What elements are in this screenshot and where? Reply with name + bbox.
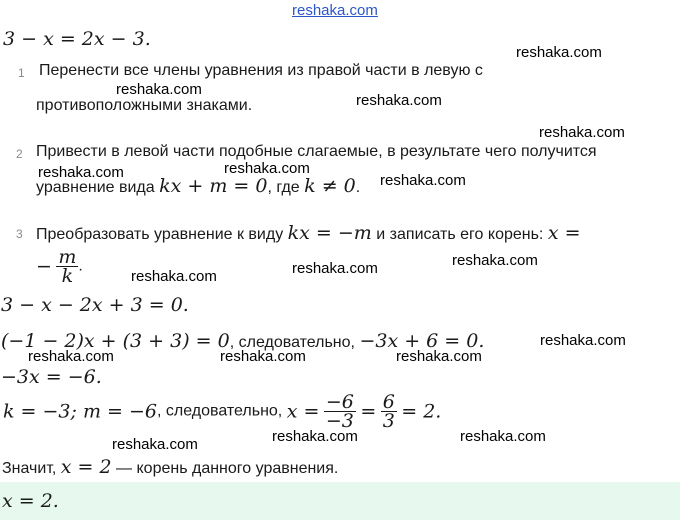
step-3-mid: и записать его корень: [376,226,544,243]
solution-line-4-result: = 2. [401,400,442,423]
solution-line-4-x: x = [286,400,320,423]
step-3-math-1: kx = −m [287,222,372,244]
solution-line-4-text: , следовательно, [157,402,283,420]
step-2-math-2: k ≠ 0 [304,175,356,197]
solution-line-1: 3 − x − 2x + 3 = 0. [1,294,189,316]
step-2-math-1: kx + m = 0 [159,175,268,197]
site-link[interactable]: reshaka.com [292,2,378,19]
conclusion-post: — корень данного уравнения. [116,460,339,477]
step-1-text-cont: противоположными знаками. [36,97,253,114]
conclusion-pre: Значит, [2,460,57,477]
watermark: reshaka.com [220,348,306,365]
watermark: reshaka.com [292,260,378,277]
watermark: reshaka.com [356,92,442,109]
equation: 3 − x = 2x − 3. [3,28,151,50]
watermark: reshaka.com [28,348,114,365]
step-2-pre: уравнение вида [36,179,155,196]
answer-box [0,482,680,520]
step-3-fraction-line [36,248,83,285]
step-3-pre: Преобразовать уравнение к виду [36,226,284,243]
conclusion-math: x = 2 [60,456,112,478]
solution-line-2-text: , следовательно, [229,334,355,351]
solution-frac-2-den: 3 [382,410,395,432]
step-2-mid: , где [267,179,300,196]
step-3-frac-den: k [61,265,74,287]
watermark: reshaka.com [272,428,358,445]
watermark: reshaka.com [116,81,202,98]
solution-line-2-math-2: −3x + 6 = 0. [359,330,485,352]
watermark: reshaka.com [38,164,124,181]
solution-line-3: −3x = −6. [1,366,102,388]
step-3-fraction [56,248,78,285]
step-1-number: 1 [18,66,25,80]
watermark: reshaka.com [460,428,546,445]
solution-frac-1-den: −3 [325,410,354,432]
answer-text: x = 2. [2,490,59,512]
step-3-math-2: x = [547,222,581,244]
solution-line-4-eq: = [360,400,377,423]
solution-frac-2-num: 6 [382,391,395,413]
watermark: reshaka.com [224,160,310,177]
step-3-number: 3 [16,227,23,241]
step-3-end: . [78,257,83,275]
watermark: reshaka.com [112,436,198,453]
step-3-minus: − [36,255,52,278]
solution-fraction-2 [381,393,397,430]
step-3-frac-num: m [58,246,77,268]
watermark: reshaka.com [131,268,217,285]
solution-line-4-math: k = −3; m = −6 [3,400,157,423]
watermark: reshaka.com [540,332,626,349]
step-2-number: 2 [16,147,23,161]
step-1-text: Перенести все члены уравнения из правой части в левую с [39,62,483,79]
solution-frac-1-num: −6 [325,391,354,413]
watermark: reshaka.com [396,348,482,365]
watermark: reshaka.com [380,172,466,189]
watermark: reshaka.com [516,44,602,61]
watermark: reshaka.com [452,252,538,269]
step-3-text [36,222,581,244]
solution-line-2-math-1: (−1 − 2)x + (3 + 3) = 0 [1,330,230,352]
watermark: reshaka.com [539,124,625,141]
step-2-text: Привести в левой части подобные слагаемые, в результате чего получится [36,143,597,160]
conclusion [2,456,338,478]
solution-fraction-1 [324,393,356,430]
step-2-end: . [355,179,361,196]
solution-line-4 [3,393,441,430]
